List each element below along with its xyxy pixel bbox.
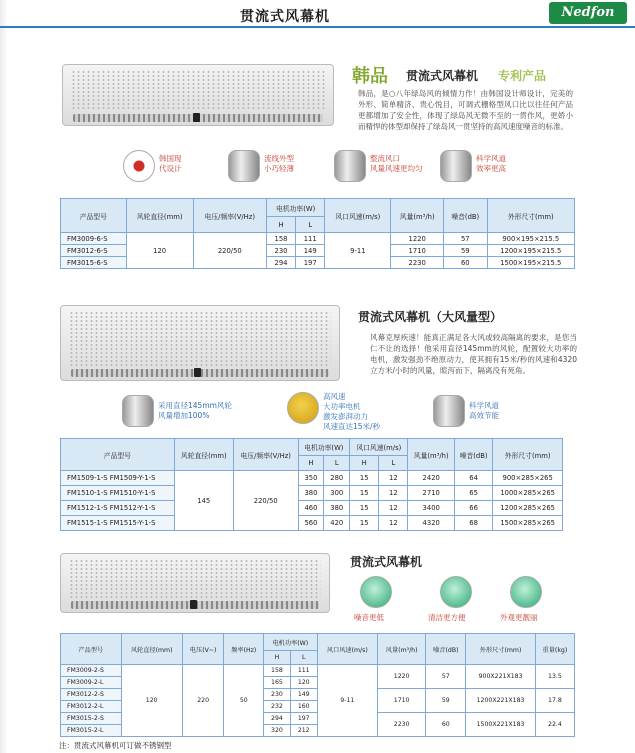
grille-mesh <box>71 70 325 111</box>
product-image-large <box>60 305 340 381</box>
col-power: 电机功率(W) <box>264 634 318 651</box>
product-image-standard <box>60 553 330 613</box>
feature-korean-design <box>123 150 203 182</box>
feature-line1: 高风速 <box>323 392 346 401</box>
table-row: FM3012-2-S 230 149 1710 59 1200X221X183 17.8 <box>61 689 575 701</box>
table-row: FM3012-2-L 232 160 <box>61 701 575 713</box>
motor-icon <box>287 392 319 424</box>
speed-cell: 9-11 <box>317 665 377 737</box>
col-speed: 风口风速(m/s) <box>317 634 377 665</box>
feature-line2: 小巧轻薄 <box>264 164 294 173</box>
diameter-cell: 120 <box>126 233 193 269</box>
speed-cell: 9-11 <box>325 233 391 269</box>
feature-duct <box>440 150 530 182</box>
page-header <box>0 0 635 30</box>
col-diameter: 风轮直径(mm) <box>126 199 193 233</box>
feature-line4: 风速直达15米/秒 <box>323 422 381 431</box>
appearance-icon <box>510 576 542 608</box>
section2-description: 风幕克厚疾速！能真正满足各大风或较高隔离的要求，是您当仁不让的选择！他采用直径145mm的风轮，配置较大功率的电机，激发强劲不绝原动力，使其拥有15米/秒的风速和4320立方米/小时的风量，暄泻而下，隔离没有死角。 <box>370 333 577 375</box>
korea-flag-icon <box>123 150 155 182</box>
table-row: FM3015-2-S 294 197 2230 60 1500X221X183 22.4 <box>61 713 575 725</box>
voltage-cell: 220/50 <box>193 233 266 269</box>
feature-line1: 整流风口 <box>370 154 400 163</box>
feature-duct-2 <box>433 395 523 427</box>
product-image-han <box>62 64 334 126</box>
table-row: FM1510-1-S FM1510-Y-1-S 380 300 15 12 2710 65 1000×285×265 <box>61 486 563 501</box>
feature-line3: 激发澎湃动力 <box>323 412 368 421</box>
col-noise: 噪音(dB) <box>444 199 487 233</box>
spec-table-1 <box>60 198 575 269</box>
section2-title: 贯流式风幕机（大风量型） <box>358 310 503 324</box>
table-row: FM1512-1-S FM1512-Y-1-S 460 380 15 12 3400 66 1200×285×265 <box>61 501 563 516</box>
scan-edge <box>0 0 8 753</box>
col-speed: 风口风速(m/s) <box>350 439 408 456</box>
feature-line2: 风量增加100% <box>158 411 210 420</box>
table-row: FM3012-6-S 230 149 1710 59 1200×195×215.5 <box>61 245 575 257</box>
table-row: FM1515-1-S FM1515-Y-1-S 560 420 15 12 4320 68 1500×285×265 <box>61 516 563 531</box>
section3-title: 贯流式风幕机 <box>350 555 423 569</box>
col-diameter: 风轮直径(mm) <box>121 634 182 665</box>
feature-appearance <box>500 576 560 622</box>
grille-mesh <box>69 311 331 366</box>
feature-fan-wheel <box>122 395 242 427</box>
air-duct-icon <box>440 150 472 182</box>
low-noise-icon <box>360 576 392 608</box>
feature-line1: 采用直径145mm风轮 <box>158 401 232 410</box>
feature-label: 外观更靓丽 <box>500 613 538 622</box>
feature-line2: 效率更高 <box>476 164 506 173</box>
feature-streamline <box>228 150 318 182</box>
col-voltage: 电压/频率(V/Hz) <box>193 199 266 233</box>
table-row: FM3009-2-L 165 120 <box>61 677 575 689</box>
feature-line2: 风量风速更均匀 <box>370 164 423 173</box>
table-row: FM3015-2-L 320 212 <box>61 725 575 737</box>
col-airflow: 风量(m³/h) <box>378 634 426 665</box>
diameter-cell: 145 <box>174 471 233 531</box>
col-size: 外形尺寸(mm) <box>487 199 575 233</box>
col-size: 外形尺寸(mm) <box>493 439 563 471</box>
feature-low-noise <box>352 576 402 622</box>
logo-badge <box>190 600 197 609</box>
col-weight: 重量(kg) <box>535 634 574 665</box>
col-power: 电机功率(W) <box>298 439 350 456</box>
air-duct-icon <box>433 395 465 427</box>
col-speed: 风口风速(m/s) <box>325 199 391 233</box>
col-airflow: 风量(m³/h) <box>408 439 455 471</box>
section1-description: 韩品，是○八年绿岛风的倾情力作！由韩国设计师设计，完美的外形、简单精济、贵心悦目，可调式栅格型风口比以往任何产品更都增加了安全性，体现了绿岛风无微不至的一贯作风，更娇小而精悍的体型却保持了绿岛风一贯坚持的高风速度噪音的标准。 <box>358 89 573 131</box>
feature-label: 噪音更低 <box>354 613 384 622</box>
col-voltage: 电压/频率(V/Hz) <box>233 439 298 471</box>
voltage-cell: 220 <box>182 665 224 737</box>
section1-title: 贯流式风幕机 <box>406 69 479 83</box>
feature-line2: 高效节能 <box>469 411 499 420</box>
diameter-cell: 120 <box>121 665 182 737</box>
footnote: 注：贯流式风幕机可订做不锈钢型 <box>59 741 172 750</box>
table-row: FM3009-6-S 120 220/50 158 111 9-11 1220 57 900×195×215.5 <box>61 233 575 245</box>
spec-table-3: 产品型号 风轮直径(mm) 电压(V~) 频率(Hz) 电机功率(W) 风口风速(m/s) 风量(m³/h) 噪音(dB) 外形尺寸(mm) 重量(kg) H L FM3009-2-S 120 220 50 158 111 9-11 1220 57 900X221X183 13.5 FM3009-2-L 165 120 FM3012-2-S 230 149 1710 59 1200X221X183 17.8 FM3012-2-L 232 160 FM3015-2-S 294 197 2230 60 1500X221X183 22.4 FM3015-2-L 320 212 <box>60 633 575 737</box>
fan-wheel-icon <box>122 395 154 427</box>
cleaning-icon <box>440 576 472 608</box>
voltage-cell: 220/50 <box>233 471 298 531</box>
feature-line1: 流线外型 <box>264 154 294 163</box>
header-rule <box>0 26 635 28</box>
col-diameter: 风轮直径(mm) <box>174 439 233 471</box>
col-power-l: L <box>296 217 325 233</box>
grille-mesh <box>69 559 321 598</box>
col-model: 产品型号 <box>61 634 122 665</box>
air-outlet-icon <box>334 150 366 182</box>
col-airflow: 风量(m³/h) <box>391 199 444 233</box>
logo-badge <box>193 113 200 122</box>
feature-line2: 代设计 <box>159 164 182 173</box>
feature-line1: 韩国现 <box>159 154 182 163</box>
col-voltage: 电压(V~) <box>182 634 224 665</box>
feature-cleaning <box>428 576 488 622</box>
feature-line2: 大功率电机 <box>323 402 361 411</box>
han-logo: 韩品 <box>352 66 388 87</box>
patent-badge: 专利产品 <box>498 69 547 83</box>
col-size: 外形尺寸(mm) <box>466 634 536 665</box>
page-title: 贯流式风幕机 <box>240 9 330 25</box>
feature-label: 清洁更方便 <box>428 613 466 622</box>
feature-line1: 科学风道 <box>476 154 506 163</box>
feature-high-speed <box>287 392 397 431</box>
table-row: FM3015-6-S 294 197 2230 60 1500×195×215.5 <box>61 257 575 269</box>
col-power-h: H <box>266 217 295 233</box>
feature-outlet <box>334 150 434 182</box>
frequency-cell: 50 <box>224 665 264 737</box>
spec-table-2: 产品型号 风轮直径(mm) 电压/频率(V/Hz) 电机功率(W) 风口风速(m/s) 风量(m³/h) 噪音(dB) 外形尺寸(mm) H L H L FM1509-1-S FM1509-Y-1-S 145 220/50 350 280 15 12 2420 64 900×285×265 FM1510-1-S FM1510-Y-1-S 380 300 15 12 2710 65 1000×285×265 FM1512-1-S FM1512-Y-1-S 460 380 15 12 3400 66 1200×285×265 FM1515-1-S FM1515-Y-1-S 560 420 15 12 4320 68 1500×285×265 <box>60 438 563 531</box>
col-noise: 噪音(dB) <box>454 439 492 471</box>
logo-badge <box>194 368 201 377</box>
col-frequency: 频率(Hz) <box>224 634 264 665</box>
col-power: 电机功率(W) <box>266 199 324 217</box>
unit-end-icon <box>228 150 260 182</box>
feature-line1: 科学风道 <box>469 401 499 410</box>
col-noise: 噪音(dB) <box>426 634 466 665</box>
table-row: FM1509-1-S FM1509-Y-1-S 145 220/50 350 280 15 12 2420 64 900×285×265 <box>61 471 563 486</box>
col-model: 产品型号 <box>61 199 127 233</box>
col-model: 产品型号 <box>61 439 175 471</box>
brand-logo: Nedfon <box>549 2 627 24</box>
table-row: FM3009-2-S 120 220 50 158 111 9-11 1220 57 900X221X183 13.5 <box>61 665 575 677</box>
